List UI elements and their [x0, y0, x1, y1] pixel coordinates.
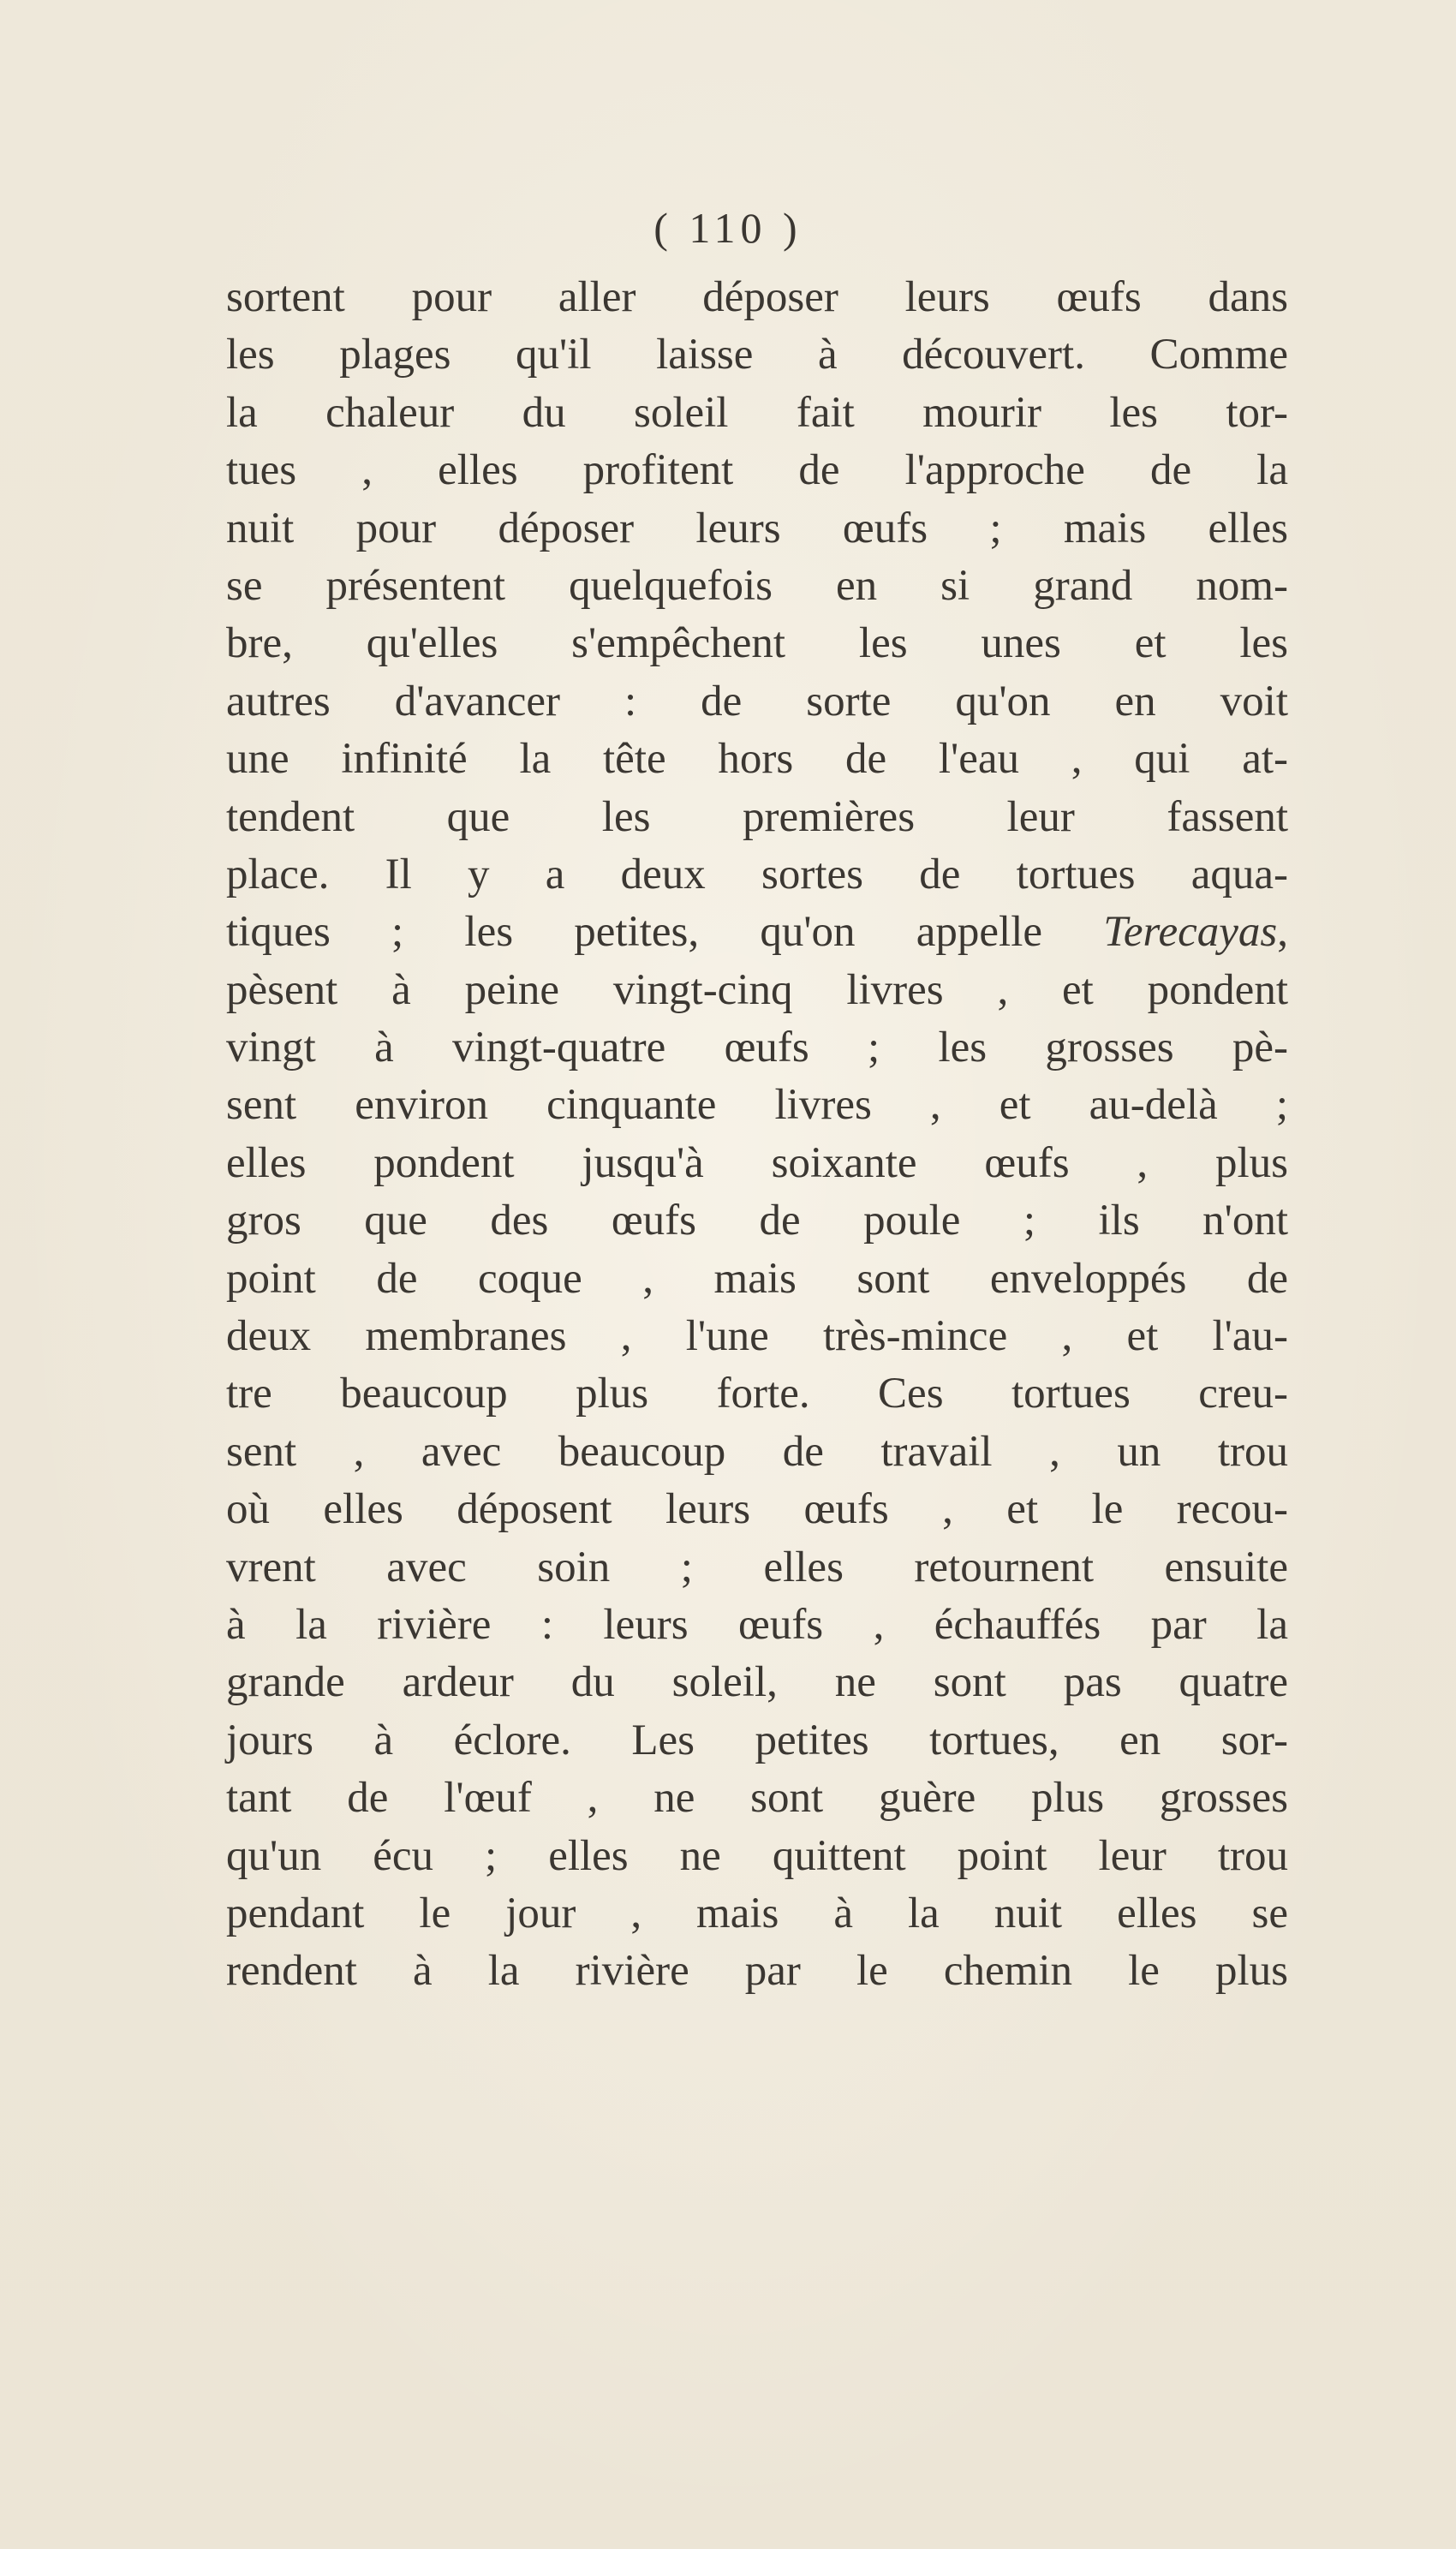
- text-line: rendent à la rivière par le chemin le plus: [226, 1947, 1288, 1996]
- text-line: sent , avec beaucoup de travail , un trou: [226, 1427, 1288, 1476]
- text-line: qu'un écu ; elles ne quittent point leur trou: [226, 1831, 1288, 1880]
- text-line: à la rivière : leurs œufs , échauffés par la: [226, 1600, 1288, 1649]
- body-text: [226, 269, 1288, 2001]
- text-line: les plages qu'il laisse à découvert. Comme: [226, 331, 1288, 379]
- text-line: sortent pour aller déposer leurs œufs dans: [226, 273, 1288, 321]
- text-line: autres d'avancer : de sorte qu'on en voit: [226, 677, 1288, 725]
- text-line: gros que des œufs de poule ; ils n'ont: [226, 1197, 1288, 1245]
- text-line: tre beaucoup plus forte. Ces tortues creu-: [226, 1370, 1288, 1418]
- text-line: elles pondent jusqu'à soixante œufs , plus: [226, 1138, 1288, 1187]
- italic-term: Terecayas: [1103, 908, 1278, 957]
- line-text-before: tiques ; les petites, qu'on appelle: [226, 908, 1104, 957]
- text-line: pèsent à peine vingt-cinq livres , et pondent: [226, 965, 1288, 1014]
- line-text-after: ,: [1277, 908, 1288, 957]
- text-line: vingt à vingt-quatre œufs ; les grosses pè-: [226, 1024, 1288, 1072]
- text-line: tendent que les premières leur fassent: [226, 792, 1288, 841]
- text-line-with-italic: [226, 904, 1288, 961]
- text-line: pendant le jour , mais à la nuit elles se: [226, 1889, 1288, 1937]
- text-line: une infinité la tête hors de l'eau , qui at-: [226, 735, 1288, 784]
- page-number: ( 110 ): [653, 204, 803, 252]
- text-line: se présentent quelquefois en si grand nom-: [226, 561, 1288, 610]
- text-line: place. Il y a deux sortes de tortues aqua-: [226, 850, 1288, 898]
- text-line: point de coque , mais sont enveloppés de: [226, 1254, 1288, 1303]
- text-line: bre, qu'elles s'empêchent les unes et les: [226, 619, 1288, 668]
- text-line: sent environ cinquante livres , et au-delà ;: [226, 1081, 1288, 1130]
- text-line: grande ardeur du soleil, ne sont pas quatre: [226, 1658, 1288, 1707]
- text-line: où elles déposent leurs œufs , et le recou-: [226, 1485, 1288, 1534]
- text-line: la chaleur du soleil fait mourir les tor-: [226, 388, 1288, 437]
- text-line: jours à éclore. Les petites tortues, en sor-: [226, 1716, 1288, 1764]
- text-line: tues , elles profitent de l'approche de la: [226, 446, 1288, 495]
- text-line: nuit pour déposer leurs œufs ; mais elles: [226, 504, 1288, 552]
- text-line: tant de l'œuf , ne sont guère plus grosses: [226, 1774, 1288, 1823]
- text-line: deux membranes , l'une très-mince , et l'au-: [226, 1312, 1288, 1361]
- text-line: vrent avec soin ; elles retournent ensuite: [226, 1543, 1288, 1591]
